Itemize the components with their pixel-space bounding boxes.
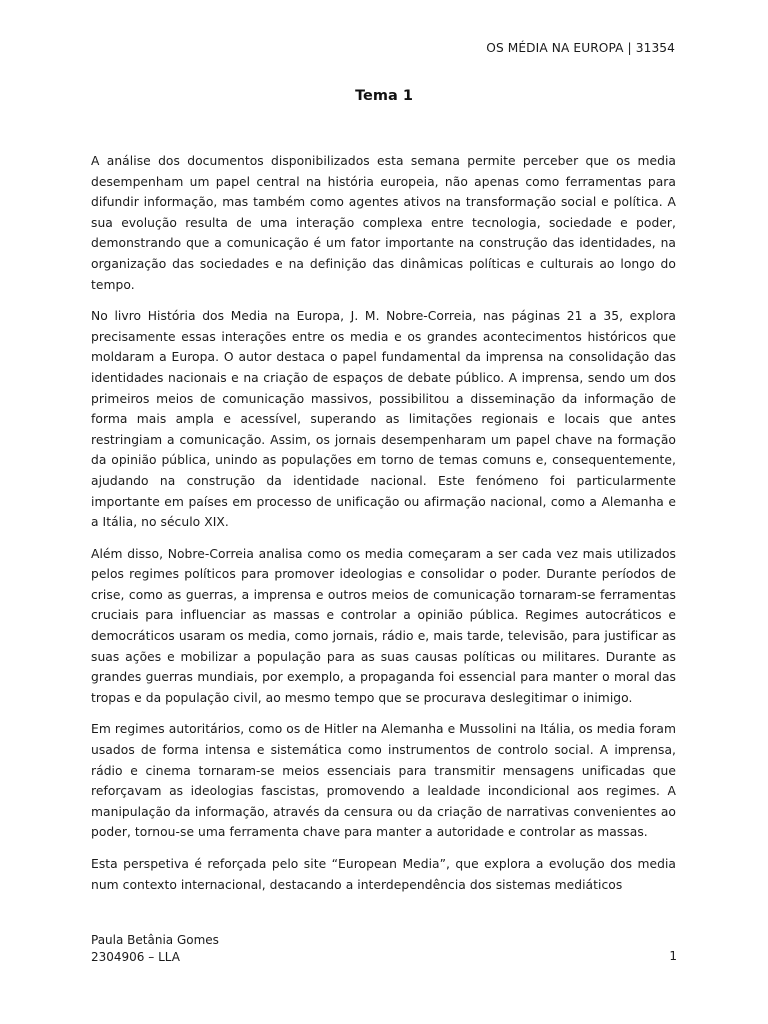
paragraph: No livro História dos Media na Europa, J. M. Nobre-Correia, nas páginas 21 a 35, explora precisamente essas interações entre os media e os grandes acontecimentos históricos que moldaram a Europa. O autor destaca o papel fundamental da imprensa na consolidação das identidades nacionais e na criação de espaços de debate público. A imprensa, sendo um dos primeiros meios de comunicação massivos, possibilitou a disseminação da informação de forma mais ampla e acessível, superando as limitações regionais e locais que antes restringiam a comunicação. Assim, os jornais desempenharam um papel chave na formação da opinião pública, unindo as populações em torno de temas comuns e, consequentemente, ajudando na construção da identidade nacional. Este fenómeno foi particularmente importante em países em processo de unificação ou afirmação nacional, como a Alemanha e a Itália, no século XIX.	[91, 309, 676, 530]
footer-id: 2304906 – LLA	[91, 949, 180, 964]
document-body	[91, 151, 676, 921]
page-footer	[91, 932, 219, 965]
paragraph: Esta perspetiva é reforçada pelo site “European Media”, que explora a evolução dos media num contexto internacional, destacando a interdependência dos sistemas mediáticos	[91, 857, 676, 892]
page-title: Tema 1	[355, 88, 413, 104]
paragraph: A análise dos documentos disponibilizados esta semana permite perceber que os media desempenham um papel central na história europeia, não apenas como ferramentas para difundir informação, mas também como agentes ativos na transformação social e política. A sua evolução resulta de uma interação complexa entre tecnologia, sociedade e poder, demonstrando que a comunicação é um fator importante na construção das identidades, na organização das sociedades e na definição das dinâmicas políticas e culturais ao longo do tempo.	[91, 154, 676, 292]
paragraph: Além disso, Nobre-Correia analisa como os media começaram a ser cada vez mais utilizados pelos regimes políticos para promover ideologias e consolidar o poder. Durante períodos de crise, como as guerras, a imprensa e outros meios de comunicação tornaram-se ferramentas cruciais para influenciar as massas e controlar a opinião pública. Regimes autocráticos e democráticos usaram os media, como jornais, rádio e, mais tarde, televisão, para justificar as suas ações e mobilizar a população para as suas causas políticas ou militares. Durante as grandes guerras mundiais, por exemplo, a propaganda foi essencial para manter o moral das tropas e da população civil, ao mesmo tempo que se procurava deslegitimar o inimigo.	[91, 546, 676, 705]
page-number: 1	[669, 949, 677, 963]
page-header: OS MÉDIA NA EUROPA | 31354	[486, 41, 675, 55]
paragraph: Em regimes autoritários, como os de Hitler na Alemanha e Mussolini na Itália, os media foram usados de forma intensa e sistemática como instrumentos de controlo social. A imprensa, rádio e cinema tornaram-se meios essenciais para transmitir mensagens unificadas que reforçavam as ideologias fascistas, promovendo a lealdade incondicional aos regimes. A manipulação da informação, através da censura ou da criação de narrativas convenientes ao poder, tornou-se uma ferramenta chave para manter a autoridade e controlar as massas.	[91, 722, 676, 840]
footer-author: Paula Betânia Gomes	[91, 933, 219, 947]
